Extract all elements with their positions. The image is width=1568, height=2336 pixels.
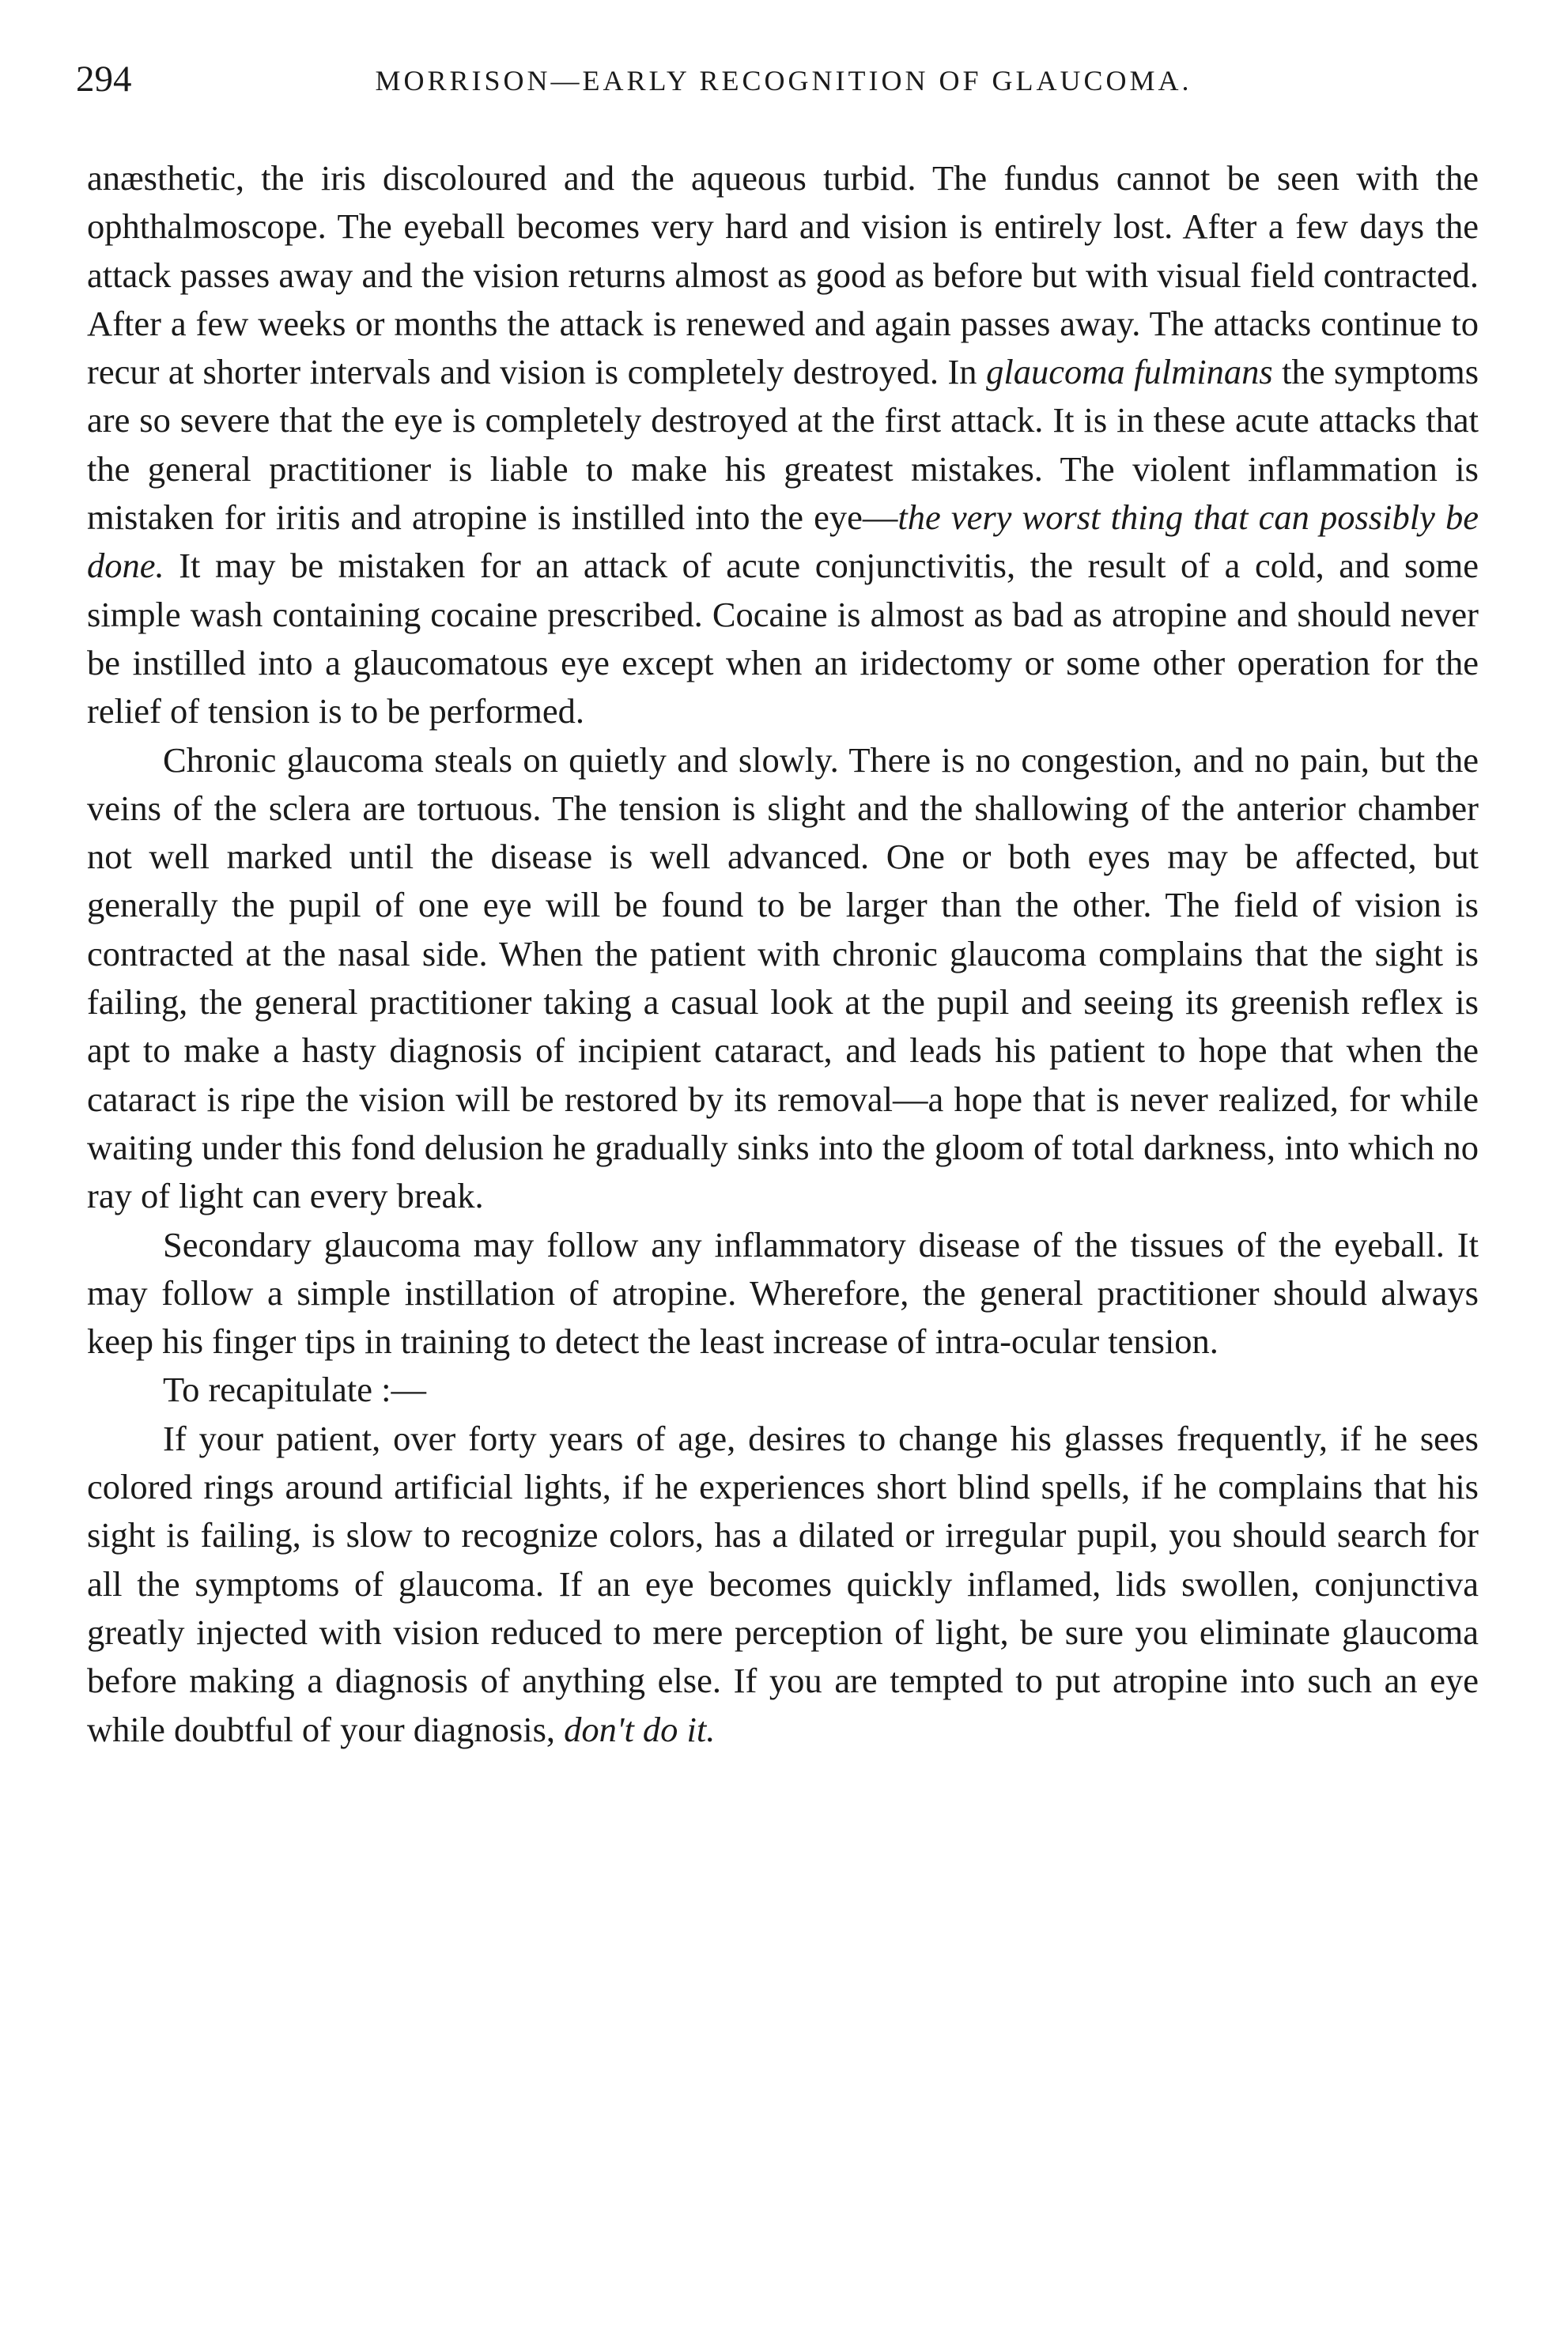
paragraph-text: It may be mistaken for an attack of acute conjunctivitis, the result of a cold, and some simple wash containing cocaine prescribed. Cocaine is almost as bad as atropine and should never be instilled into a glaucomatous eye except when an iridectomy or some other operation for the relief of tension is to be performed. [87,546,1479,731]
paragraph-text: the symptoms are so severe that the eye is completely destroyed at the first attack. It is in these acute attacks that the general practitioner is liable to make his greatest mistakes. The violent inflammation is mistaken for iritis and atropine is instilled into the eye— [87,352,1479,538]
running-head [76,55,1491,103]
paragraph-text: anæsthetic, the iris discoloured and the aqueous turbid. The fundus cannot be seen with the ophthalmoscope. The eyeball becomes very hard and vision is entirely lost. After a few days the attack passes away and the vision returns almost as good as before but with visual field contracted. After a few weeks or months the attack is renewed and again passes away. The attacks continue to recur at shorter intervals and vision is completely destroyed. In [87,158,1479,392]
paragraph-recapitulate: To recapitulate :— [163,1370,426,1410]
paragraph-acute-glaucoma [87,154,1479,736]
paragraph-chronic-glaucoma: Chronic glaucoma steals on quietly and slowly. There is no congestion, and no pain, but the veins of the sclera are tortuous. The tension is slight and the shallowing of the anterior chamber not well marked until the disease is well advanced. One or both eyes may be affected, but generally the pupil of one eye will be found to be larger than the other. The field of vision is contracted at the nasal side. When the patient with chronic glaucoma complains that the sight is failing, the general practitioner taking a casual look at the pupil and seeing its greenish reflex is apt to make a hasty diagnosis of incipient cataract, and leads his patient to hope that when the cataract is ripe the vision will be restored by its removal—a hope that is never realized, for while waiting under this fond delusion he gradually sinks into the gloom of total darkness, into which no ray of light can every break. [87,739,1479,1216]
body-text [87,154,1479,1754]
italic-term-glaucoma-fulminans: glaucoma fulminans [986,352,1273,392]
paragraph-secondary-glaucoma: Secondary glaucoma may follow any inflammatory disease of the tissues of the eyeball. It may follow a simple instillation of atropine. Wherefore, the general practitioner should always keep his finger tips in training to detect the least increase of intra-ocular tension. [87,1224,1479,1362]
italic-emphasis-dont-do-it: don't do it. [564,1709,716,1749]
running-title: MORRISON—EARLY RECOGNITION OF GLAUCOMA. [375,65,1192,96]
page-number: 294 [76,59,132,100]
italic-emphasis: the very worst thing that can possibly be done. [87,497,1479,586]
paragraph-text: If your patient, over forty years of age, desires to change his glasses frequently, if he sees colored rings around artificial lights, if he experiences short blind spells, if he complains that his sight is failing, is slow to recognize colors, has a dilated or irregular pupil, you should search for all the symptoms of glaucoma. If an eye becomes quickly inflamed, lids swollen, conjunctiva greatly injected with vision reduced to mere perception of light, be sure you eliminate glaucoma before making a diagnosis of anything else. If you are tempted to put atropine into such an eye while doubtful of your diagnosis, [87,1418,1479,1749]
paragraph-summary [87,1415,1479,1754]
